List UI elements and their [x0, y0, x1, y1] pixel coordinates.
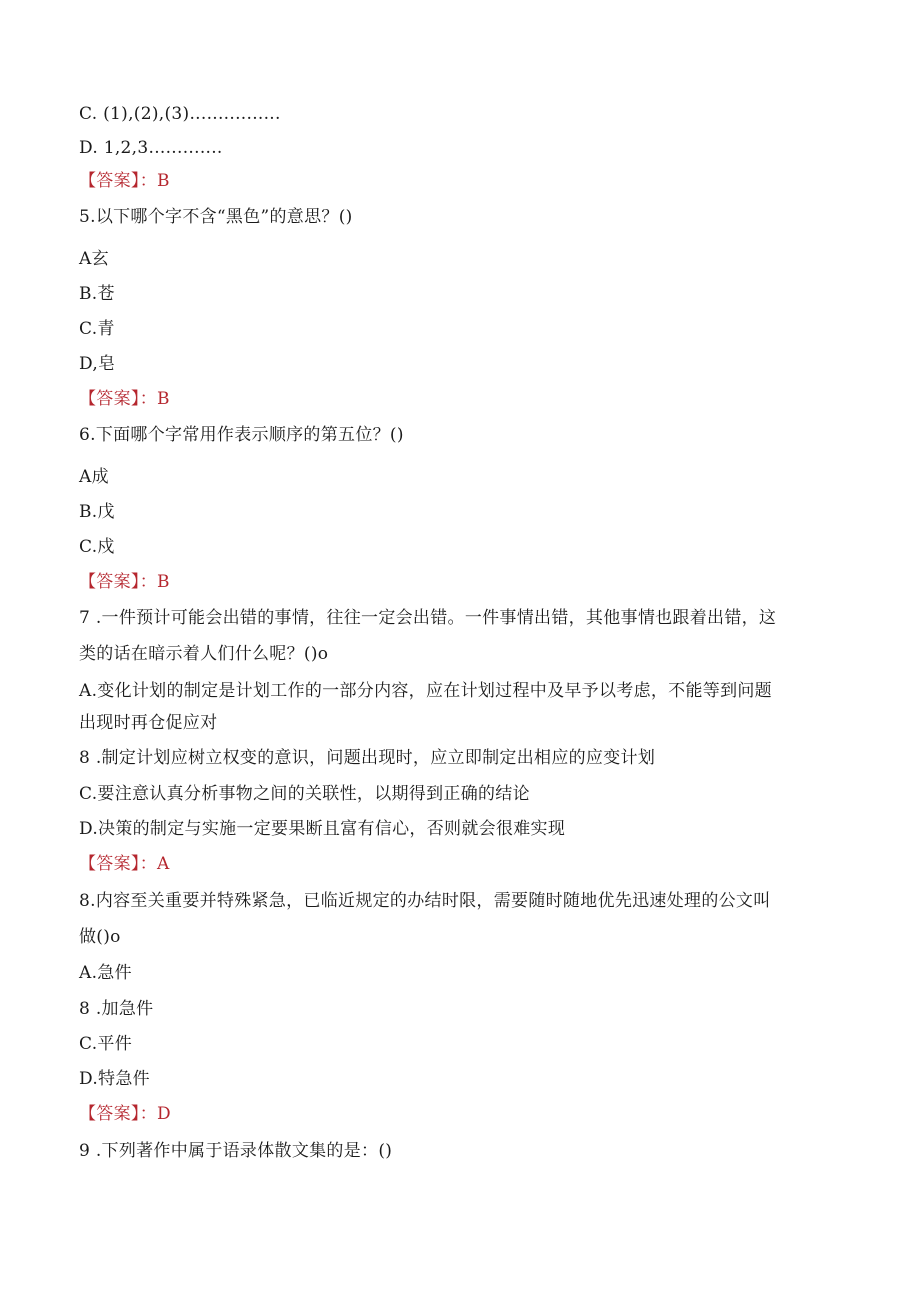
q5-option-c: C.青	[79, 319, 115, 339]
answer-label: 【答案】：B	[79, 171, 170, 191]
answer-label: 【答案】：B	[79, 572, 170, 592]
answer-label: 【答案】：A	[79, 854, 170, 874]
q5-option-a: A玄	[79, 249, 109, 269]
question-5: 5.以下哪个字不含“黑色”的意思？()	[79, 207, 353, 227]
option-d-line: D. 1,2,3.............	[79, 138, 223, 158]
q6-option-a: A成	[79, 467, 109, 487]
q7-option-a-continued: 出现时再仓促应对	[79, 713, 218, 733]
q5-option-d: D,皂	[79, 354, 116, 374]
answer-label: 【答案】：D	[79, 1104, 171, 1124]
q7-option-c: C.要注意认真分析事物之间的关联性，以期得到正确的结论	[79, 784, 530, 804]
option-c-line: C. (1),(2),(3)................	[79, 104, 281, 124]
q8-option-b: 8 .加急件	[79, 999, 154, 1019]
q8-option-c: C.平件	[79, 1034, 133, 1054]
q8-option-a: A.急件	[79, 963, 132, 983]
question-8: 8.内容至关重要并特殊紧急，已临近规定的办结时限，需要随时随地优先迅速处理的公文叫	[79, 891, 771, 911]
q7-option-d: D.决策的制定与实施一定要果断且富有信心，否则就会很难实现	[79, 819, 566, 839]
q6-option-b: B.戊	[79, 502, 115, 522]
q7-option-b: 8 .制定计划应树立权变的意识，问题出现时，应立即制定出相应的应变计划	[79, 748, 656, 768]
question-9: 9 .下列著作中属于语录体散文集的是：()	[79, 1141, 393, 1161]
question-7: 7 .一件预计可能会出错的事情，往往一定会出错。一件事情出错，其他事情也跟着出错，这	[79, 608, 777, 628]
answer-label: 【答案】：B	[79, 389, 170, 409]
question-6: 6.下面哪个字常用作表示顺序的第五位？()	[79, 425, 404, 445]
q7-option-a: A.变化计划的制定是计划工作的一部分内容，应在计划过程中及早予以考虑，不能等到问题	[79, 681, 772, 701]
q8-option-d: D.特急件	[79, 1069, 150, 1089]
q6-option-c: C.戍	[79, 537, 115, 557]
q5-option-b: B.苍	[79, 284, 115, 304]
question-7-continued: 类的话在暗示着人们什么呢？()o	[79, 644, 329, 664]
question-8-continued: 做()o	[79, 927, 121, 947]
